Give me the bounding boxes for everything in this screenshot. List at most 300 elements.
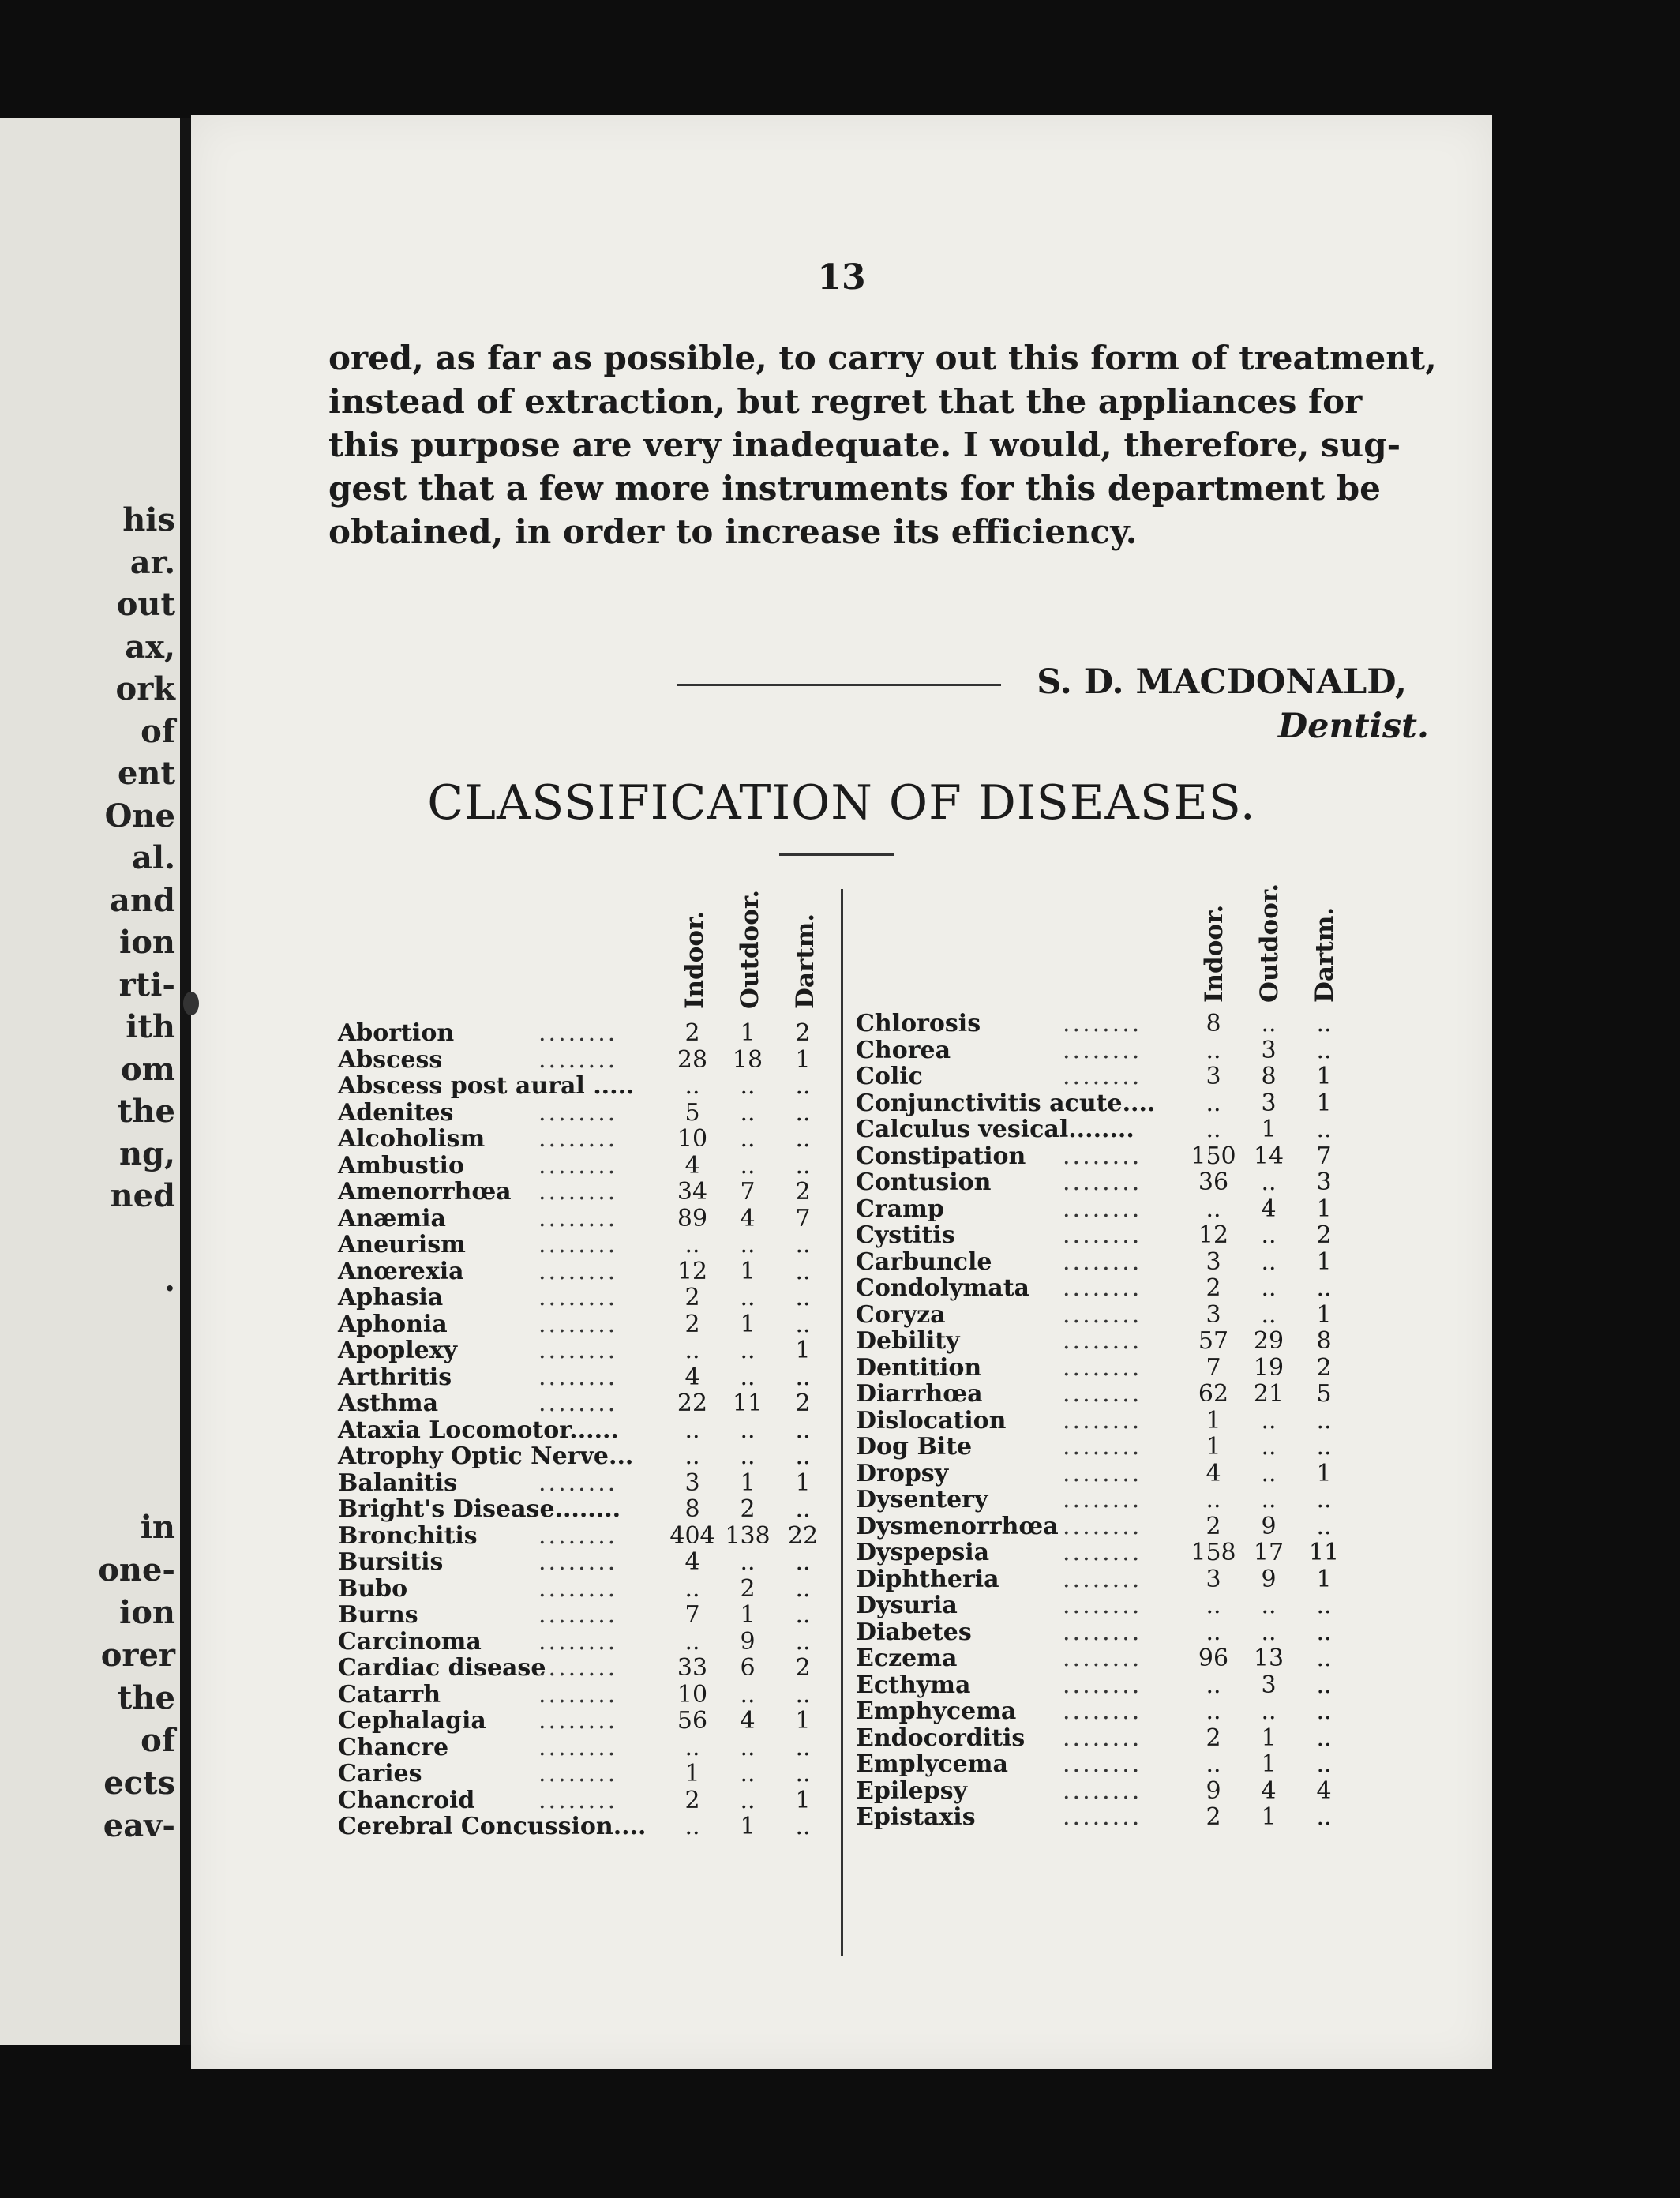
table-row [856, 1355, 1472, 1382]
left-fragment-line: orer [100, 1637, 175, 1674]
leader-dots: ........ [538, 1733, 618, 1761]
cell-outdoor: .. [1261, 1406, 1277, 1435]
table-row [856, 1381, 1472, 1408]
cell-indoor: 3 [1206, 1063, 1221, 1090]
cell-outdoor: 11 [732, 1390, 763, 1417]
disease-name: Dentition [856, 1353, 982, 1382]
disease-name: Abscess [338, 1045, 443, 1074]
intro-line: gest that a few more instruments for this department be [328, 469, 1381, 508]
cell-outdoor: 1 [1261, 1803, 1277, 1831]
leader-dots: ........ [538, 1468, 618, 1497]
cell-dartm: .. [795, 1680, 811, 1709]
cell-dartm: 1 [1316, 1300, 1332, 1329]
cell-indoor: 2 [1206, 1724, 1221, 1752]
intro-line: this purpose are very inadequate. I would, therefore, sug- [328, 426, 1401, 464]
cell-dartm: .. [795, 1231, 811, 1258]
table-row [856, 1196, 1472, 1223]
cell-outdoor: 1 [1261, 1750, 1277, 1778]
cell-dartm: 1 [1316, 1459, 1332, 1487]
intro-paragraph [328, 336, 1527, 553]
table-row [856, 1222, 1472, 1249]
cell-indoor: .. [684, 1337, 700, 1364]
disease-name: Amenorrhœa [338, 1178, 512, 1206]
cell-indoor: 2 [1206, 1512, 1221, 1540]
cell-outdoor: 3 [1261, 1036, 1277, 1064]
disease-name: Aphasia [338, 1284, 444, 1311]
leader-dots: ........ [538, 1204, 618, 1232]
binding-mark [183, 992, 199, 1015]
cell-indoor: 3 [684, 1468, 700, 1497]
leader-dots: ........ [1063, 1010, 1142, 1037]
left-fragment-line: ects [103, 1765, 175, 1802]
cell-dartm: 1 [795, 1045, 811, 1074]
cell-outdoor: 1 [1261, 1116, 1277, 1143]
leader-dots: ........ [1063, 1327, 1142, 1355]
disease-name: Apoplexy [338, 1337, 458, 1364]
cell-indoor: 2 [1206, 1274, 1221, 1302]
disease-name: Carbuncle [856, 1247, 992, 1276]
table-row [338, 1576, 827, 1603]
cell-dartm: .. [795, 1098, 811, 1127]
cell-dartm: .. [795, 1125, 811, 1153]
leader-dots: ........ [1063, 1195, 1142, 1223]
disease-name: Burns [338, 1601, 418, 1629]
table-row [338, 1390, 827, 1417]
table-row [856, 1487, 1472, 1513]
leader-dots: ........ [538, 1707, 618, 1735]
left-fragment-line: ork [115, 670, 175, 707]
cell-indoor: .. [1206, 1036, 1221, 1064]
left-fragment-line: ion [119, 1594, 175, 1631]
table-row [338, 1153, 827, 1180]
cell-dartm: .. [1316, 1750, 1332, 1778]
cell-indoor: 12 [1198, 1221, 1229, 1249]
cell-outdoor: 1 [740, 1468, 756, 1497]
table-row [338, 1735, 827, 1761]
cell-outdoor: .. [740, 1442, 756, 1470]
title-underline [779, 853, 894, 856]
leader-dots: ........ [1063, 1803, 1142, 1831]
disease-name: Ambustio [338, 1151, 464, 1180]
left-fragment-line: al. [131, 839, 175, 876]
cell-indoor: 8 [684, 1495, 700, 1523]
cell-dartm: .. [795, 1310, 811, 1338]
cell-dartm: 1 [795, 1707, 811, 1735]
cell-outdoor: .. [1261, 1486, 1277, 1513]
cell-dartm: .. [795, 1813, 811, 1840]
cell-indoor: 2 [684, 1310, 700, 1338]
table-row [338, 1470, 827, 1497]
cell-indoor: 2 [684, 1019, 700, 1047]
table-row [856, 1540, 1472, 1566]
cell-indoor: .. [1206, 1116, 1221, 1143]
cell-dartm: .. [795, 1548, 811, 1576]
cell-dartm: 7 [1316, 1142, 1332, 1170]
cell-indoor: 33 [677, 1654, 708, 1682]
disease-name: Diabetes [856, 1618, 972, 1646]
cell-outdoor: 1 [740, 1813, 756, 1840]
section-title: CLASSIFICATION OF DISEASES. [427, 775, 1256, 831]
leader-dots: ........ [538, 1627, 618, 1656]
cell-dartm: 22 [787, 1521, 819, 1550]
disease-name: Aphonia [338, 1310, 448, 1338]
cell-dartm: 1 [795, 1468, 811, 1497]
cell-dartm: 2 [795, 1178, 811, 1206]
table-row [856, 1592, 1472, 1619]
cell-dartm: 4 [1316, 1776, 1332, 1805]
table-row [338, 1814, 827, 1840]
disease-name: Aneurism [338, 1231, 466, 1258]
leader-dots: ........ [538, 1390, 618, 1417]
cell-dartm: .. [795, 1416, 811, 1444]
cell-dartm: .. [1316, 1724, 1332, 1752]
cell-outdoor: 138 [725, 1521, 771, 1550]
table-row [338, 1100, 827, 1127]
table-row [856, 1090, 1472, 1117]
cell-indoor: 3 [1206, 1247, 1221, 1276]
table-row [338, 1523, 827, 1550]
cell-outdoor: 13 [1253, 1645, 1284, 1672]
cell-dartm: .. [795, 1760, 811, 1787]
leader-dots: ........ [538, 1601, 618, 1629]
cell-outdoor: 3 [1261, 1671, 1277, 1699]
cell-outdoor: .. [740, 1072, 756, 1100]
cell-outdoor: 4 [740, 1707, 756, 1735]
cell-outdoor: 19 [1253, 1353, 1284, 1382]
cell-dartm: 2 [1316, 1353, 1332, 1382]
left-fragment-line: out [116, 586, 175, 623]
cell-indoor: 56 [677, 1707, 708, 1735]
leader-dots: ........ [538, 1574, 618, 1603]
cell-dartm: .. [1316, 1036, 1332, 1064]
cell-outdoor: .. [740, 1786, 756, 1814]
table-row [338, 1549, 827, 1576]
cell-indoor: .. [684, 1627, 700, 1656]
disease-name: Condolymata [856, 1274, 1029, 1302]
cell-outdoor: .. [740, 1151, 756, 1180]
cell-indoor: 3 [1206, 1565, 1221, 1593]
cell-indoor: .. [684, 1733, 700, 1761]
cell-outdoor: .. [740, 1098, 756, 1127]
cell-dartm: 3 [1316, 1168, 1332, 1196]
leader-dots: ........ [538, 1045, 618, 1074]
table-row [856, 1011, 1472, 1037]
cell-dartm: .. [1316, 1645, 1332, 1672]
left-fragment-line: of [141, 712, 175, 750]
disease-name: Emplycema [856, 1750, 1008, 1778]
left-fragment-line: . [164, 1262, 175, 1299]
left-fragment-line [0, 1217, 175, 1260]
cell-indoor: .. [684, 1231, 700, 1258]
leader-dots: ........ [1063, 1539, 1142, 1566]
table-row [856, 1249, 1472, 1276]
header-outdoor-right: Outdoor. [1255, 883, 1284, 1003]
disease-name: Catarrh [338, 1680, 441, 1709]
cell-dartm: .. [795, 1363, 811, 1391]
cell-outdoor: .. [1261, 1592, 1277, 1619]
cell-outdoor: .. [740, 1125, 756, 1153]
table-row [856, 1804, 1472, 1831]
cell-dartm: .. [795, 1442, 811, 1470]
disease-name: Bright's Disease........ [338, 1495, 621, 1523]
cell-indoor: 10 [677, 1680, 708, 1709]
table-row [338, 1708, 827, 1735]
cell-indoor: .. [1206, 1750, 1221, 1778]
cell-indoor: 28 [677, 1045, 708, 1074]
cell-outdoor: 1 [740, 1257, 756, 1285]
signature-block [1037, 660, 1429, 748]
left-page-text-fragments-bottom [0, 1506, 175, 1847]
cell-outdoor: .. [740, 1760, 756, 1787]
table-row [338, 1496, 827, 1523]
cell-outdoor: .. [740, 1733, 756, 1761]
left-fragment-line: the [117, 1093, 175, 1130]
cell-outdoor: 21 [1253, 1380, 1284, 1408]
table-row [856, 1063, 1472, 1090]
cell-dartm: 5 [1316, 1380, 1332, 1408]
disease-name: Emphycema [856, 1697, 1017, 1725]
left-fragment-line: ar. [129, 543, 175, 581]
cell-indoor: 2 [684, 1786, 700, 1814]
cell-dartm: .. [795, 1284, 811, 1311]
leader-dots: ........ [1063, 1512, 1142, 1540]
table-row [856, 1275, 1472, 1302]
table-row [338, 1179, 827, 1206]
disease-name: Ecthyma [856, 1671, 971, 1699]
cell-indoor: 9 [1206, 1776, 1221, 1805]
cell-dartm: 1 [1316, 1063, 1332, 1090]
cell-indoor: 158 [1191, 1539, 1236, 1566]
disease-name: Carcinoma [338, 1627, 482, 1656]
leader-dots: ........ [1063, 1433, 1142, 1461]
cell-indoor: 96 [1198, 1645, 1229, 1672]
book-spine [180, 118, 191, 2045]
cell-dartm: .. [795, 1733, 811, 1761]
leader-dots: ........ [1063, 1406, 1142, 1435]
leader-dots: ........ [1063, 1645, 1142, 1672]
document-page [191, 115, 1492, 2069]
cell-indoor: 4 [684, 1548, 700, 1576]
cell-outdoor: .. [740, 1284, 756, 1311]
cell-dartm: .. [1316, 1803, 1332, 1831]
disease-name: Bronchitis [338, 1521, 478, 1550]
disease-name: Chancre [338, 1733, 449, 1761]
leader-dots: ........ [1063, 1671, 1142, 1699]
disease-name: Dyspepsia [856, 1539, 990, 1566]
disease-name: Cystitis [856, 1221, 955, 1249]
cell-indoor: 10 [677, 1125, 708, 1153]
cell-outdoor: 1 [740, 1601, 756, 1629]
leader-dots: ........ [538, 1786, 618, 1814]
leader-dots: ........ [538, 1363, 618, 1391]
disease-name: Alcoholism [338, 1125, 486, 1153]
cell-dartm: 7 [795, 1204, 811, 1232]
leader-dots: ........ [1063, 1697, 1142, 1725]
cell-outdoor: 2 [740, 1495, 756, 1523]
cell-indoor: 1 [1206, 1433, 1221, 1461]
left-fragment-line: ned [110, 1177, 175, 1214]
leader-dots: ........ [1063, 1168, 1142, 1196]
cell-dartm: .. [1316, 1512, 1332, 1540]
cell-dartm: .. [1316, 1116, 1332, 1143]
header-dartm-right: Dartm. [1311, 906, 1339, 1003]
disease-name: Adenites [338, 1098, 454, 1127]
intro-line: obtained, in order to increase its efficiency. [328, 512, 1138, 551]
cell-dartm: .. [795, 1072, 811, 1100]
cell-indoor: .. [1206, 1195, 1221, 1223]
left-fragment-line: ng, [119, 1135, 175, 1172]
disease-name: Atrophy Optic Nerve... [338, 1442, 634, 1470]
cell-dartm: .. [795, 1627, 811, 1656]
cell-outdoor: 29 [1253, 1327, 1284, 1355]
cell-outdoor: .. [1261, 1247, 1277, 1276]
left-page-text-fragments-top [0, 499, 175, 1302]
left-fragment-line: ax, [125, 628, 175, 666]
leader-dots: ........ [538, 1257, 618, 1285]
disease-name: Colic [856, 1063, 923, 1090]
table-row [856, 1116, 1472, 1143]
disease-name: Dropsy [856, 1459, 949, 1487]
leader-dots: ........ [1063, 1063, 1142, 1090]
cell-dartm: .. [1316, 1618, 1332, 1646]
disease-name: Caries [338, 1760, 422, 1787]
table-row [856, 1672, 1472, 1699]
cell-dartm: 1 [1316, 1565, 1332, 1593]
disease-name: Cerebral Concussion.... [338, 1813, 647, 1840]
cell-outdoor: 17 [1253, 1539, 1284, 1566]
disease-name: Epilepsy [856, 1776, 968, 1805]
section-divider [677, 684, 1001, 686]
leader-dots: ........ [538, 1310, 618, 1338]
cell-outdoor: 14 [1253, 1142, 1284, 1170]
disease-name: Asthma [338, 1390, 439, 1417]
cell-dartm: .. [795, 1495, 811, 1523]
leader-dots: ........ [1063, 1300, 1142, 1329]
leader-dots: ........ [538, 1548, 618, 1576]
table-row [856, 1302, 1472, 1329]
cell-outdoor: 1 [740, 1310, 756, 1338]
table-row [856, 1513, 1472, 1540]
disease-name: Conjunctivitis acute.... [856, 1089, 1156, 1117]
left-fragment-line: one- [98, 1551, 175, 1588]
cell-indoor: 404 [669, 1521, 715, 1550]
leader-dots: ........ [1063, 1353, 1142, 1382]
leader-dots: ........ [1063, 1486, 1142, 1513]
disease-name: Bubo [338, 1574, 408, 1603]
cell-dartm: .. [1316, 1671, 1332, 1699]
cell-outdoor: .. [740, 1416, 756, 1444]
cell-outdoor: 7 [740, 1178, 756, 1206]
leader-dots: ........ [538, 1680, 618, 1709]
disease-name: Abscess post aural ..... [338, 1072, 635, 1100]
leader-dots: ........ [538, 1654, 618, 1682]
table-row [856, 1725, 1472, 1752]
cell-dartm: .. [795, 1257, 811, 1285]
cell-outdoor: 4 [1261, 1195, 1277, 1223]
table-row [856, 1169, 1472, 1196]
cell-indoor: .. [1206, 1697, 1221, 1725]
table-row [856, 1434, 1472, 1461]
cell-indoor: .. [684, 1072, 700, 1100]
disease-name: Calculus vesical........ [856, 1116, 1134, 1143]
cell-outdoor: .. [1261, 1433, 1277, 1461]
disease-name: Bursitis [338, 1548, 444, 1576]
cell-dartm: 1 [795, 1337, 811, 1364]
cell-outdoor: .. [1261, 1274, 1277, 1302]
cell-dartm: 1 [1316, 1247, 1332, 1276]
leader-dots: ........ [1063, 1274, 1142, 1302]
left-fragment-line: of [141, 1722, 175, 1759]
cell-dartm: .. [1316, 1486, 1332, 1513]
left-fragment-line: om [120, 1050, 175, 1088]
cell-indoor: 5 [684, 1098, 700, 1127]
table-row [856, 1143, 1472, 1170]
leader-dots: ........ [538, 1337, 618, 1364]
cell-outdoor: 2 [740, 1574, 756, 1603]
cell-outdoor: .. [740, 1363, 756, 1391]
leader-dots: ........ [538, 1098, 618, 1127]
left-fragment-line: the [117, 1679, 175, 1716]
cell-indoor: .. [684, 1574, 700, 1603]
left-fragment-line: in [140, 1509, 175, 1546]
left-fragment-line: rti- [118, 966, 175, 1003]
cell-dartm: .. [1316, 1433, 1332, 1461]
leader-dots: ........ [1063, 1221, 1142, 1249]
disease-table-right [856, 1011, 1472, 1831]
disease-name: Epistaxis [856, 1803, 976, 1831]
signature-title: Dentist. [1277, 707, 1429, 746]
cell-dartm: 1 [1316, 1195, 1332, 1223]
cell-indoor: 12 [677, 1257, 708, 1285]
cell-outdoor: .. [1261, 1697, 1277, 1725]
cell-outdoor: 1 [740, 1019, 756, 1047]
cell-indoor: 22 [677, 1390, 708, 1417]
cell-indoor: 4 [684, 1151, 700, 1180]
disease-name: Cardiac disease [338, 1654, 546, 1682]
table-row [338, 1655, 827, 1682]
cell-outdoor: .. [1261, 1168, 1277, 1196]
cell-indoor: 7 [1206, 1353, 1221, 1382]
cell-indoor: 62 [1198, 1380, 1229, 1408]
table-row [338, 1787, 827, 1814]
cell-dartm: 1 [795, 1786, 811, 1814]
cell-outdoor: 9 [740, 1627, 756, 1656]
cell-indoor: 1 [1206, 1406, 1221, 1435]
cell-indoor: 4 [684, 1363, 700, 1391]
cell-indoor: .. [684, 1416, 700, 1444]
cell-outdoor: .. [740, 1337, 756, 1364]
signature-name: S. D. MACDONALD, [1037, 662, 1407, 702]
leader-dots: ........ [538, 1231, 618, 1258]
cell-dartm: .. [1316, 1697, 1332, 1725]
left-fragment-line: and [110, 881, 175, 919]
leader-dots: ........ [538, 1019, 618, 1047]
cell-outdoor: .. [1261, 1618, 1277, 1646]
cell-dartm: 11 [1308, 1539, 1340, 1566]
table-row [856, 1698, 1472, 1725]
cell-indoor: 7 [684, 1601, 700, 1629]
header-outdoor-left: Outdoor. [736, 889, 764, 1009]
leader-dots: ........ [1063, 1565, 1142, 1593]
cell-outdoor: 4 [740, 1204, 756, 1232]
header-indoor-left: Indoor. [681, 910, 709, 1009]
table-row [338, 1047, 827, 1074]
disease-name: Diarrhœa [856, 1380, 983, 1408]
disease-name: Anœrexia [338, 1257, 464, 1285]
left-fragment-line: eav- [103, 1807, 175, 1844]
cell-indoor: 1 [684, 1760, 700, 1787]
header-indoor-right: Indoor. [1200, 904, 1228, 1003]
